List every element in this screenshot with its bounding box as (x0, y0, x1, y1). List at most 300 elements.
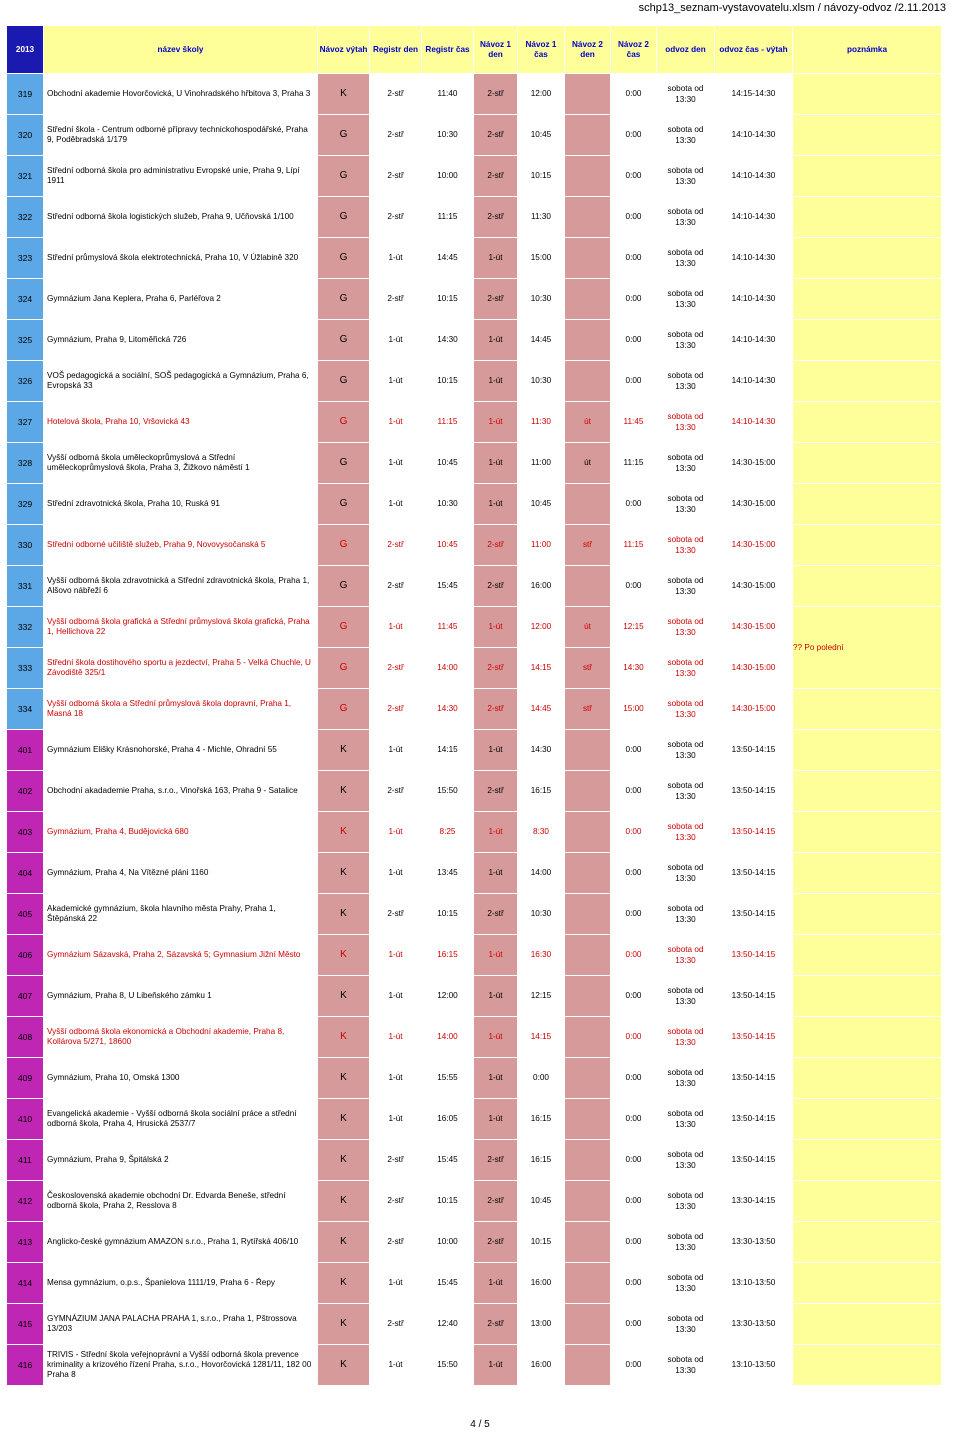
note-cell (793, 361, 942, 402)
delivery1-time: 16:15 (518, 1140, 565, 1181)
pickup-time: 14:30-15:00 (715, 607, 793, 648)
register-day: 2-stř (370, 566, 422, 607)
header-row (7, 26, 942, 74)
delivery-unload: K (318, 1345, 370, 1386)
pickup-time: 14:10-14:30 (715, 238, 793, 279)
delivery1-day: 1-út (474, 484, 518, 525)
delivery-unload: G (318, 566, 370, 607)
school-name: Gymnázium Sázavská, Praha 2, Sázavská 5; Gymnasium Jižní Město (44, 935, 318, 976)
row-number: 321 (7, 156, 44, 197)
register-day: 2-stř (370, 1222, 422, 1263)
row-number: 411 (7, 1140, 44, 1181)
register-time: 14:45 (422, 238, 474, 279)
delivery2-day: stř (565, 648, 611, 689)
delivery-unload: G (318, 361, 370, 402)
delivery2-day: út (565, 402, 611, 443)
pickup-day: sobota od 13:30 (657, 525, 715, 566)
table-row (7, 730, 942, 771)
pickup-day: sobota od 13:30 (657, 115, 715, 156)
delivery-unload: G (318, 525, 370, 566)
school-name: Gymnázium, Praha 9, Špitálská 2 (44, 1140, 318, 1181)
delivery2-day: út (565, 607, 611, 648)
school-name: Střední zdravotnická škola, Praha 10, Ruská 91 (44, 484, 318, 525)
register-time: 13:45 (422, 853, 474, 894)
delivery-unload: K (318, 1099, 370, 1140)
register-time: 15:45 (422, 566, 474, 607)
delivery1-day: 1-út (474, 853, 518, 894)
register-day: 2-stř (370, 648, 422, 689)
delivery-schedule-table (6, 25, 942, 1386)
delivery1-time: 10:30 (518, 279, 565, 320)
note-cell (793, 156, 942, 197)
pickup-day: sobota od 13:30 (657, 1099, 715, 1140)
register-day: 1-út (370, 812, 422, 853)
table-row (7, 320, 942, 361)
delivery1-day: 2-stř (474, 74, 518, 115)
delivery2-day (565, 1099, 611, 1140)
row-number: 416 (7, 1345, 44, 1386)
delivery-unload: K (318, 1304, 370, 1345)
delivery1-day: 2-stř (474, 1222, 518, 1263)
delivery1-time: 10:15 (518, 156, 565, 197)
delivery1-time: 16:00 (518, 1263, 565, 1304)
table-row (7, 1058, 942, 1099)
delivery2-time: 0:00 (611, 976, 657, 1017)
table-row (7, 607, 942, 648)
register-day: 2-stř (370, 1181, 422, 1222)
school-name: Střední odborné učiliště služeb, Praha 9, Novovysočanská 5 (44, 525, 318, 566)
register-time: 10:00 (422, 156, 474, 197)
note-cell (793, 730, 942, 771)
delivery1-day: 2-stř (474, 771, 518, 812)
header-delivery2-time: Návoz 2 čas (611, 26, 657, 74)
delivery2-time: 0:00 (611, 1017, 657, 1058)
table-row (7, 484, 942, 525)
register-time: 16:05 (422, 1099, 474, 1140)
table-row (7, 1099, 942, 1140)
delivery1-day: 1-út (474, 238, 518, 279)
pickup-day: sobota od 13:30 (657, 730, 715, 771)
pickup-time: 13:50-14:15 (715, 1058, 793, 1099)
pickup-time: 14:10-14:30 (715, 320, 793, 361)
delivery-unload: G (318, 238, 370, 279)
register-time: 15:50 (422, 1345, 474, 1386)
delivery-unload: K (318, 1263, 370, 1304)
delivery2-time: 0:00 (611, 812, 657, 853)
note-cell (793, 115, 942, 156)
pickup-day: sobota od 13:30 (657, 197, 715, 238)
register-time: 15:55 (422, 1058, 474, 1099)
row-number: 409 (7, 1058, 44, 1099)
school-name: Gymnázium, Praha 8, U Libeňského zámku 1 (44, 976, 318, 1017)
delivery-unload: G (318, 689, 370, 730)
table-row (7, 894, 942, 935)
school-name: Střední škola - Centrum odborné přípravy technickohospodářské, Praha 9, Poděbradská 1/179 (44, 115, 318, 156)
note-cell (793, 853, 942, 894)
header-register-day: Registr den (370, 26, 422, 74)
pickup-time: 14:30-15:00 (715, 484, 793, 525)
delivery1-day: 2-stř (474, 689, 518, 730)
school-name: Gymnázium, Praha 10, Omská 1300 (44, 1058, 318, 1099)
register-day: 2-stř (370, 156, 422, 197)
table-row (7, 443, 942, 484)
pickup-time: 14:10-14:30 (715, 402, 793, 443)
delivery1-time: 10:45 (518, 1181, 565, 1222)
delivery2-day (565, 1263, 611, 1304)
delivery-unload: K (318, 730, 370, 771)
pickup-day: sobota od 13:30 (657, 648, 715, 689)
delivery2-time: 0:00 (611, 1222, 657, 1263)
delivery2-day: stř (565, 525, 611, 566)
pickup-time: 13:50-14:15 (715, 1099, 793, 1140)
pickup-time: 13:50-14:15 (715, 812, 793, 853)
delivery2-time: 11:15 (611, 443, 657, 484)
table-row (7, 1181, 942, 1222)
pickup-time: 14:30-15:00 (715, 689, 793, 730)
row-number: 408 (7, 1017, 44, 1058)
delivery2-time: 0:00 (611, 853, 657, 894)
delivery1-time: 0:00 (518, 1058, 565, 1099)
delivery2-day (565, 1058, 611, 1099)
header-note: poznámka (793, 26, 942, 74)
delivery1-day: 2-stř (474, 1140, 518, 1181)
delivery1-time: 10:30 (518, 894, 565, 935)
delivery2-time: 0:00 (611, 484, 657, 525)
register-time: 10:15 (422, 894, 474, 935)
row-number: 415 (7, 1304, 44, 1345)
pickup-day: sobota od 13:30 (657, 1222, 715, 1263)
table-row (7, 1345, 942, 1386)
delivery2-day: stř (565, 689, 611, 730)
delivery1-day: 1-út (474, 1263, 518, 1304)
pickup-day: sobota od 13:30 (657, 484, 715, 525)
school-name: Hotelová škola, Praha 10, Vršovická 43 (44, 402, 318, 443)
delivery-unload: G (318, 402, 370, 443)
delivery1-time: 16:30 (518, 935, 565, 976)
delivery2-time: 0:00 (611, 115, 657, 156)
delivery1-time: 12:00 (518, 607, 565, 648)
delivery2-time: 0:00 (611, 156, 657, 197)
table-row (7, 812, 942, 853)
delivery1-time: 15:00 (518, 238, 565, 279)
delivery2-time: 11:45 (611, 402, 657, 443)
register-day: 2-stř (370, 197, 422, 238)
delivery-unload: K (318, 1222, 370, 1263)
register-time: 15:50 (422, 771, 474, 812)
school-name: Anglicko-české gymnázium AMAZON s.r.o., Praha 1, Rytířská 406/10 (44, 1222, 318, 1263)
delivery-unload: G (318, 197, 370, 238)
delivery2-day (565, 894, 611, 935)
delivery2-time: 0:00 (611, 894, 657, 935)
register-day: 1-út (370, 607, 422, 648)
school-name: Gymnázium, Praha 4, Budějovická 680 (44, 812, 318, 853)
table-row (7, 238, 942, 279)
note-cell (793, 1099, 942, 1140)
note-cell (793, 689, 942, 730)
register-time: 10:15 (422, 1181, 474, 1222)
note-text: ?? Po polední (793, 642, 844, 652)
school-name: Československá akademie obchodní Dr. Edvarda Beneše, střední odborná škola, Praha 2, Resslova 8 (44, 1181, 318, 1222)
pickup-day: sobota od 13:30 (657, 1017, 715, 1058)
school-name: Evangelická akademie - Vyšší odborná škola sociální práce a střední odborná škola, Praha 4, Hrusická 2537/7 (44, 1099, 318, 1140)
school-name: Vyšší odborná škola uměleckoprůmyslová a Střední uměleckoprůmyslová škola, Praha 3, Žižkovo náměstí 1 (44, 443, 318, 484)
school-name: Střední odborná škola pro administrativu Evropské unie, Praha 9, Lípí 1911 (44, 156, 318, 197)
delivery2-day (565, 566, 611, 607)
register-day: 1-út (370, 402, 422, 443)
register-time: 15:45 (422, 1263, 474, 1304)
register-day: 1-út (370, 484, 422, 525)
pickup-time: 14:30-15:00 (715, 443, 793, 484)
delivery2-time: 0:00 (611, 935, 657, 976)
register-time: 12:00 (422, 976, 474, 1017)
delivery1-day: 1-út (474, 402, 518, 443)
delivery1-time: 8:30 (518, 812, 565, 853)
register-time: 10:45 (422, 443, 474, 484)
header-register-time: Registr čas (422, 26, 474, 74)
row-number: 407 (7, 976, 44, 1017)
pickup-day: sobota od 13:30 (657, 894, 715, 935)
row-number: 405 (7, 894, 44, 935)
delivery2-day (565, 1140, 611, 1181)
register-time: 14:15 (422, 730, 474, 771)
pickup-day: sobota od 13:30 (657, 1058, 715, 1099)
delivery1-day: 1-út (474, 1017, 518, 1058)
delivery-unload: K (318, 771, 370, 812)
delivery2-day (565, 976, 611, 1017)
delivery1-time: 14:15 (518, 1017, 565, 1058)
register-time: 10:00 (422, 1222, 474, 1263)
delivery2-time: 0:00 (611, 1263, 657, 1304)
pickup-day: sobota od 13:30 (657, 1140, 715, 1181)
delivery1-day: 1-út (474, 320, 518, 361)
school-name: Gymnázium, Praha 4, Na Vítězné pláni 1160 (44, 853, 318, 894)
row-number: 330 (7, 525, 44, 566)
note-cell (793, 1345, 942, 1386)
register-day: 1-út (370, 238, 422, 279)
delivery2-day (565, 1222, 611, 1263)
pickup-time: 13:50-14:15 (715, 771, 793, 812)
delivery2-time: 0:00 (611, 1099, 657, 1140)
note-cell (793, 976, 942, 1017)
register-day: 1-út (370, 320, 422, 361)
note-cell (793, 812, 942, 853)
pickup-day: sobota od 13:30 (657, 771, 715, 812)
pickup-day: sobota od 13:30 (657, 935, 715, 976)
note-cell (793, 320, 942, 361)
delivery2-day (565, 935, 611, 976)
pickup-time: 14:10-14:30 (715, 115, 793, 156)
table-row (7, 156, 942, 197)
school-name: Gymnázium Elišky Krásnohorské, Praha 4 - Michle, Ohradní 55 (44, 730, 318, 771)
school-name: GYMNÁZIUM JANA PALACHA PRAHA 1, s.r.o., Praha 1, Pštrossova 13/203 (44, 1304, 318, 1345)
delivery-unload: G (318, 156, 370, 197)
pickup-day: sobota od 13:30 (657, 74, 715, 115)
delivery2-day (565, 1017, 611, 1058)
table-row (7, 771, 942, 812)
row-number: 404 (7, 853, 44, 894)
delivery1-time: 14:45 (518, 320, 565, 361)
pickup-time: 13:50-14:15 (715, 853, 793, 894)
table-row (7, 689, 942, 730)
delivery2-time: 15:00 (611, 689, 657, 730)
delivery1-day: 2-stř (474, 1304, 518, 1345)
delivery2-time: 0:00 (611, 320, 657, 361)
delivery2-time: 14:30 (611, 648, 657, 689)
delivery-unload: G (318, 648, 370, 689)
row-number: 324 (7, 279, 44, 320)
delivery2-day (565, 238, 611, 279)
delivery1-day: 1-út (474, 443, 518, 484)
register-day: 1-út (370, 1017, 422, 1058)
pickup-time: 14:15-14:30 (715, 74, 793, 115)
delivery2-time: 12:15 (611, 607, 657, 648)
pickup-time: 13:10-13:50 (715, 1263, 793, 1304)
pickup-day: sobota od 13:30 (657, 320, 715, 361)
row-number: 320 (7, 115, 44, 156)
school-name: Gymnázium Jana Keplera, Praha 6, Parléřova 2 (44, 279, 318, 320)
register-time: 14:30 (422, 320, 474, 361)
row-number: 333 (7, 648, 44, 689)
delivery1-day: 2-stř (474, 566, 518, 607)
pickup-time: 13:50-14:15 (715, 730, 793, 771)
delivery1-time: 12:15 (518, 976, 565, 1017)
delivery1-time: 16:00 (518, 566, 565, 607)
delivery1-day: 1-út (474, 607, 518, 648)
document-title: schp13_seznam-vystavovatelu.xlsm / návozy-odvoz /2.11.2013 (638, 2, 946, 14)
delivery-unload: K (318, 812, 370, 853)
pickup-day: sobota od 13:30 (657, 976, 715, 1017)
table-row (7, 1222, 942, 1263)
table-row (7, 197, 942, 238)
row-number: 319 (7, 74, 44, 115)
delivery2-time: 0:00 (611, 1345, 657, 1386)
register-time: 14:30 (422, 689, 474, 730)
delivery2-day (565, 853, 611, 894)
school-name: Obchodní akadademie Praha, s.r.o., Vinořská 163, Praha 9 - Satalice (44, 771, 318, 812)
delivery-unload: G (318, 320, 370, 361)
page-number: 4 / 5 (470, 1419, 490, 1430)
table-row (7, 361, 942, 402)
register-day: 2-stř (370, 771, 422, 812)
school-name: Gymnázium, Praha 9, Litoměřická 726 (44, 320, 318, 361)
row-number: 412 (7, 1181, 44, 1222)
table-row (7, 935, 942, 976)
note-cell (793, 566, 942, 607)
register-time: 10:30 (422, 484, 474, 525)
delivery2-time: 0:00 (611, 1140, 657, 1181)
table-row (7, 566, 942, 607)
register-day: 2-stř (370, 894, 422, 935)
pickup-time: 14:30-15:00 (715, 648, 793, 689)
table-row (7, 1263, 942, 1304)
register-day: 1-út (370, 1099, 422, 1140)
pickup-day: sobota od 13:30 (657, 853, 715, 894)
school-name: Akademické gymnázium, škola hlavního města Prahy, Praha 1, Štěpánská 22 (44, 894, 318, 935)
register-time: 10:45 (422, 525, 474, 566)
delivery2-time: 0:00 (611, 1058, 657, 1099)
delivery1-day: 2-stř (474, 115, 518, 156)
row-number: 334 (7, 689, 44, 730)
header-school-name: název školy (44, 26, 318, 74)
delivery-unload: G (318, 279, 370, 320)
delivery2-day (565, 361, 611, 402)
note-cell (793, 1304, 942, 1345)
register-time: 14:00 (422, 1017, 474, 1058)
header-delivery1-time: Návoz 1 čas (518, 26, 565, 74)
pickup-day: sobota od 13:30 (657, 443, 715, 484)
delivery1-time: 10:30 (518, 361, 565, 402)
pickup-day: sobota od 13:30 (657, 1345, 715, 1386)
note-cell (793, 1222, 942, 1263)
delivery1-day: 2-stř (474, 1181, 518, 1222)
delivery1-time: 14:15 (518, 648, 565, 689)
note-cell (793, 607, 942, 689)
delivery2-time: 0:00 (611, 771, 657, 812)
delivery2-time: 0:00 (611, 566, 657, 607)
pickup-day: sobota od 13:30 (657, 279, 715, 320)
delivery1-day: 1-út (474, 1058, 518, 1099)
school-name: VOŠ pedagogická a sociální, SOŠ pedagogická a Gymnázium, Praha 6, Evropská 33 (44, 361, 318, 402)
register-day: 1-út (370, 935, 422, 976)
register-time: 12:40 (422, 1304, 474, 1345)
delivery2-day: út (565, 443, 611, 484)
row-number: 327 (7, 402, 44, 443)
header-pickup-day: odvoz den (657, 26, 715, 74)
school-name: TRIVIS - Střední škola veřejnoprávní a Vyšší odborná škola prevence kriminality a krizového řízení Praha, s.r.o., Hovorčovická 1281/11, 182 00 Praha 8 (44, 1345, 318, 1386)
pickup-day: sobota od 13:30 (657, 1304, 715, 1345)
pickup-day: sobota od 13:30 (657, 238, 715, 279)
pickup-time: 13:10-13:50 (715, 1345, 793, 1386)
register-day: 1-út (370, 853, 422, 894)
row-number: 402 (7, 771, 44, 812)
delivery2-day (565, 74, 611, 115)
note-cell (793, 197, 942, 238)
school-name: Střední průmyslová škola elektrotechnická, Praha 10, V Úžlabině 320 (44, 238, 318, 279)
header-year: 2013 (7, 26, 44, 74)
note-cell (793, 238, 942, 279)
delivery1-time: 10:45 (518, 115, 565, 156)
delivery1-day: 2-stř (474, 197, 518, 238)
delivery-unload: K (318, 935, 370, 976)
note-cell (793, 894, 942, 935)
pickup-time: 14:30-15:00 (715, 525, 793, 566)
table-row (7, 74, 942, 115)
register-day: 2-stř (370, 279, 422, 320)
school-name: Vyšší odborná škola zdravotnická a Střední zdravotnická škola, Praha 1, Alšovo nábřeží 6 (44, 566, 318, 607)
delivery1-time: 11:30 (518, 197, 565, 238)
table-row (7, 279, 942, 320)
delivery-unload: G (318, 607, 370, 648)
delivery1-day: 1-út (474, 976, 518, 1017)
table-row (7, 115, 942, 156)
register-day: 2-stř (370, 1140, 422, 1181)
delivery1-time: 12:00 (518, 74, 565, 115)
pickup-time: 13:50-14:15 (715, 894, 793, 935)
delivery2-day (565, 730, 611, 771)
delivery2-time: 0:00 (611, 361, 657, 402)
pickup-time: 14:10-14:30 (715, 279, 793, 320)
delivery2-time: 0:00 (611, 730, 657, 771)
register-time: 11:15 (422, 197, 474, 238)
table-row (7, 525, 942, 566)
register-day: 1-út (370, 1058, 422, 1099)
delivery2-day (565, 484, 611, 525)
row-number: 403 (7, 812, 44, 853)
delivery-unload: G (318, 443, 370, 484)
row-number: 414 (7, 1263, 44, 1304)
row-number: 410 (7, 1099, 44, 1140)
delivery2-day (565, 156, 611, 197)
